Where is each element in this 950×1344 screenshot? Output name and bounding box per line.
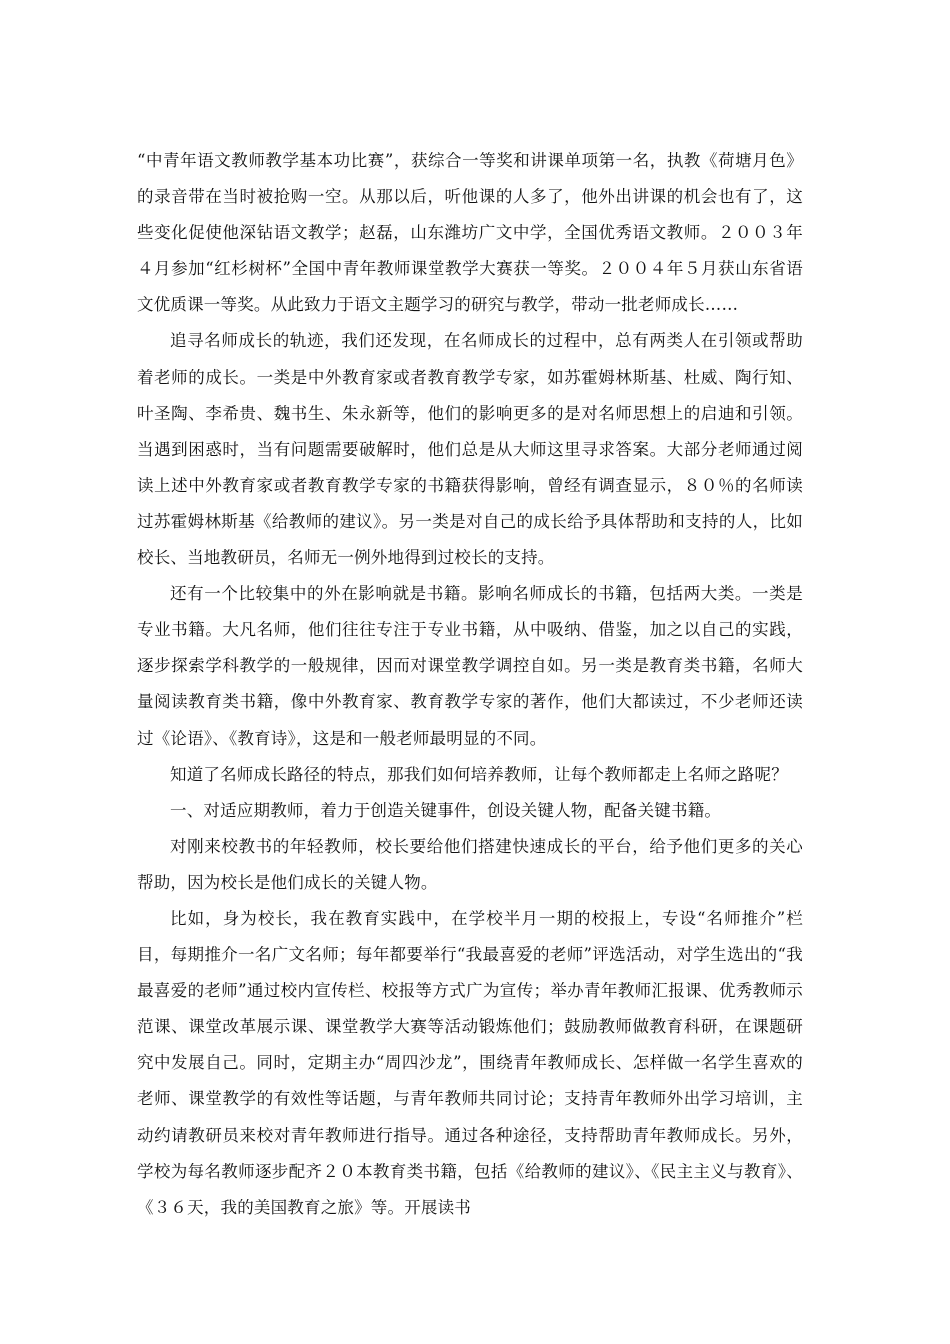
paragraph-3: 还有一个比较集中的外在影响就是书籍。影响名师成长的书籍，包括两大类。一类是专业书籍。大凡名师，他们往往专注于专业书籍，从中吸纳、借鉴，加之以自己的实践，逐步探索学科教学的一般规律，因而对课堂教学调控自如。另一类是教育类书籍，名师大量阅读教育类书籍，像中外教育家、教育教学专家的著作，他们大都读过，不少老师还读过《论语》、《教育诗》，这是和一般老师最明显的不同。 — [137, 584, 803, 748]
paragraph-4: 知道了名师成长路径的特点，那我们如何培养教师，让每个教师都走上名师之路呢？ — [170, 764, 788, 784]
paragraph-6: 对刚来校教书的年轻教师，校长要给他们搭建快速成长的平台，给予他们更多的关心帮助，因为校长是他们成长的关键人物。 — [137, 836, 803, 892]
document-body — [137, 143, 803, 1226]
paragraph-2: 追寻名师成长的轨迹，我们还发现，在名师成长的过程中，总有两类人在引领或帮助着老师的成长。一类是中外教育家或者教育教学专家，如苏霍姆林斯基、杜威、陶行知、叶圣陶、李希贵、魏书生、朱永新等，他们的影响更多的是对名师思想上的启迪和引领。当遇到困惑时，当有问题需要破解时，他们总是从大师这里寻求答案。大部分老师通过阅读上述中外教育家或者教育教学专家的书籍获得影响，曾经有调查显示，８０％的名师读过苏霍姆林斯基《给教师的建议》。另一类是对自己的成长给予具体帮助和支持的人，比如校长、当地教研员，名师无一例外地得到过校长的支持。 — [137, 331, 803, 568]
paragraph-1: “中青年语文教师教学基本功比赛”，获综合一等奖和讲课单项第一名，执教《荷塘月色》的录音带在当时被抢购一空。从那以后，听他课的人多了，他外出讲课的机会也有了，这些变化促使他深钻语文教学；赵磊，山东潍坊广文中学，全国优秀语文教师。２００３年４月参加“红杉树杯”全国中青年教师课堂教学大赛获一等奖。２００４年５月获山东省语文优质课一等奖。从此致力于语文主题学习的研究与教学，带动一批老师成长…… — [137, 151, 803, 315]
paragraph-5-heading: 一、对适应期教师，着力于创造关键事件，创设关键人物，配备关键书籍。 — [170, 800, 722, 820]
paragraph-7: 比如，身为校长，我在教育实践中，在学校半月一期的校报上，专设“名师推介”栏目，每期推介一名广文名师；每年都要举行“我最喜爱的老师”评选活动，对学生选出的“我最喜爱的老师”通过校内宣传栏、校报等方式广为宣传；举办青年教师汇报课、优秀教师示范课、课堂改革展示课、课堂教学大赛等活动锻炼他们；鼓励教师做教育科研，在课题研究中发展自己。同时，定期主办“周四沙龙”，围绕青年教师成长、怎样做一名学生喜欢的老师、课堂教学的有效性等话题，与青年教师共同讨论；支持青年教师外出学习培训，主动约请教研员来校对青年教师进行指导。通过各种途径，支持帮助青年教师成长。另外，学校为每名教师逐步配齐２０本教育类书籍，包括《给教师的建议》、《民主主义与教育》、《３６天，我的美国教育之旅》等。开展读书 — [137, 908, 803, 1217]
